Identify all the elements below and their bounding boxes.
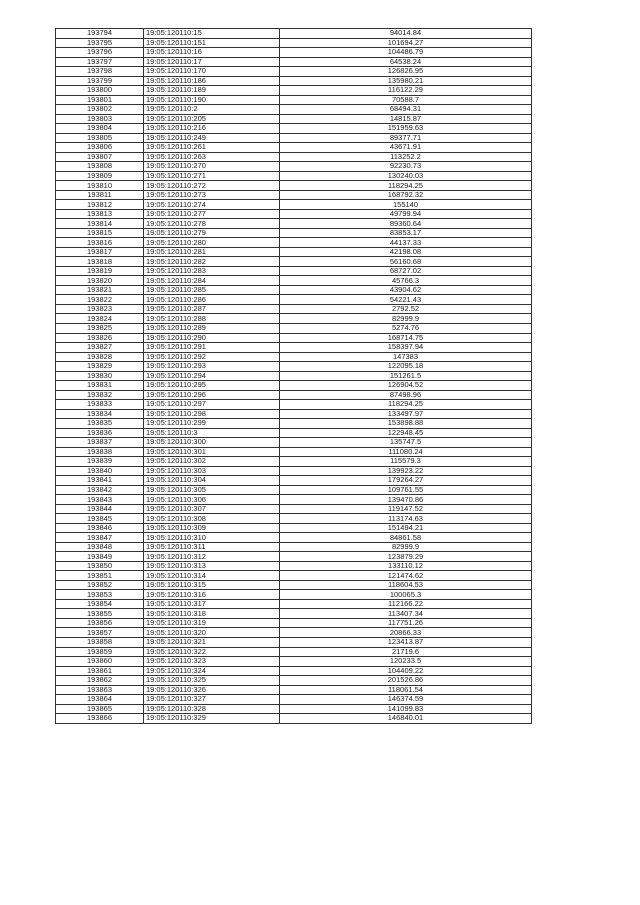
- record-id-cell: 193815: [56, 228, 144, 238]
- table-row: [56, 438, 532, 448]
- data-table: [55, 28, 532, 724]
- table-row: [56, 533, 532, 543]
- record-id-cell: 193809: [56, 171, 144, 181]
- record-id-cell: 193851: [56, 571, 144, 581]
- amount-cell: 100065.3: [280, 590, 532, 600]
- timestamp-cell: 19:05:120110:278: [144, 219, 280, 229]
- record-id-cell: 193836: [56, 428, 144, 438]
- timestamp-cell: 19:05:120110:303: [144, 466, 280, 476]
- timestamp-cell: 19:05:120110:305: [144, 485, 280, 495]
- record-id-cell: 193837: [56, 438, 144, 448]
- amount-cell: 43671.91: [280, 143, 532, 153]
- amount-cell: 116122.29: [280, 86, 532, 96]
- timestamp-cell: 19:05:120110:274: [144, 200, 280, 210]
- amount-cell: 84861.58: [280, 533, 532, 543]
- record-id-cell: 193795: [56, 38, 144, 48]
- timestamp-cell: 19:05:120110:205: [144, 114, 280, 124]
- record-id-cell: 193841: [56, 476, 144, 486]
- timestamp-cell: 19:05:120110:281: [144, 247, 280, 257]
- table-row: [56, 580, 532, 590]
- table-row: [56, 618, 532, 628]
- amount-cell: 104486.79: [280, 48, 532, 58]
- table-row: [56, 571, 532, 581]
- amount-cell: 158397.94: [280, 343, 532, 353]
- timestamp-cell: 19:05:120110:261: [144, 143, 280, 153]
- amount-cell: 104409.22: [280, 666, 532, 676]
- record-id-cell: 193848: [56, 542, 144, 552]
- amount-cell: 5274.76: [280, 323, 532, 333]
- record-id-cell: 193794: [56, 29, 144, 39]
- table-row: [56, 323, 532, 333]
- record-id-cell: 193808: [56, 162, 144, 172]
- table-row: [56, 133, 532, 143]
- amount-cell: 133497.97: [280, 409, 532, 419]
- timestamp-cell: 19:05:120110:151: [144, 38, 280, 48]
- amount-cell: 113252.2: [280, 152, 532, 162]
- timestamp-cell: 19:05:120110:323: [144, 657, 280, 667]
- amount-cell: 21719.6: [280, 647, 532, 657]
- record-id-cell: 193799: [56, 76, 144, 86]
- amount-cell: 168792.32: [280, 190, 532, 200]
- record-id-cell: 193818: [56, 257, 144, 267]
- amount-cell: 14815.87: [280, 114, 532, 124]
- record-id-cell: 193830: [56, 371, 144, 381]
- table-row: [56, 29, 532, 39]
- table-row: [56, 647, 532, 657]
- amount-cell: 201526.86: [280, 676, 532, 686]
- timestamp-cell: 19:05:120110:270: [144, 162, 280, 172]
- timestamp-cell: 19:05:120110:329: [144, 714, 280, 724]
- record-id-cell: 193865: [56, 704, 144, 714]
- table-row: [56, 238, 532, 248]
- amount-cell: 117751.26: [280, 618, 532, 628]
- timestamp-cell: 19:05:120110:16: [144, 48, 280, 58]
- record-id-cell: 193835: [56, 419, 144, 429]
- table-row: [56, 38, 532, 48]
- amount-cell: 68494.31: [280, 105, 532, 115]
- record-id-cell: 193864: [56, 695, 144, 705]
- amount-cell: 135747.5: [280, 438, 532, 448]
- table-row: [56, 181, 532, 191]
- table-row: [56, 523, 532, 533]
- record-id-cell: 193839: [56, 457, 144, 467]
- record-id-cell: 193852: [56, 580, 144, 590]
- record-id-cell: 193828: [56, 352, 144, 362]
- table-row: [56, 485, 532, 495]
- timestamp-cell: 19:05:120110:3: [144, 428, 280, 438]
- timestamp-cell: 19:05:120110:15: [144, 29, 280, 39]
- record-id-cell: 193833: [56, 400, 144, 410]
- record-id-cell: 193866: [56, 714, 144, 724]
- amount-cell: 82999.9: [280, 314, 532, 324]
- timestamp-cell: 19:05:120110:324: [144, 666, 280, 676]
- table-row: [56, 400, 532, 410]
- table-row: [56, 552, 532, 562]
- record-id-cell: 193810: [56, 181, 144, 191]
- amount-cell: 151959.63: [280, 124, 532, 134]
- record-id-cell: 193846: [56, 523, 144, 533]
- amount-cell: 123413.87: [280, 638, 532, 648]
- record-id-cell: 193826: [56, 333, 144, 343]
- record-id-cell: 193859: [56, 647, 144, 657]
- table-row: [56, 333, 532, 343]
- record-id-cell: 193811: [56, 190, 144, 200]
- table-row: [56, 561, 532, 571]
- timestamp-cell: 19:05:120110:310: [144, 533, 280, 543]
- amount-cell: 113174.63: [280, 514, 532, 524]
- table-row: [56, 599, 532, 609]
- amount-cell: 54221.43: [280, 295, 532, 305]
- record-id-cell: 193855: [56, 609, 144, 619]
- record-id-cell: 193857: [56, 628, 144, 638]
- table-row: [56, 685, 532, 695]
- record-id-cell: 193850: [56, 561, 144, 571]
- timestamp-cell: 19:05:120110:306: [144, 495, 280, 505]
- amount-cell: 179264.27: [280, 476, 532, 486]
- amount-cell: 151261.5: [280, 371, 532, 381]
- amount-cell: 118604.53: [280, 580, 532, 590]
- table-row: [56, 666, 532, 676]
- timestamp-cell: 19:05:120110:300: [144, 438, 280, 448]
- record-id-cell: 193814: [56, 219, 144, 229]
- record-id-cell: 193817: [56, 247, 144, 257]
- table-row: [56, 390, 532, 400]
- amount-cell: 122948.45: [280, 428, 532, 438]
- amount-cell: 155140: [280, 200, 532, 210]
- timestamp-cell: 19:05:120110:319: [144, 618, 280, 628]
- amount-cell: 112166.22: [280, 599, 532, 609]
- timestamp-cell: 19:05:120110:186: [144, 76, 280, 86]
- amount-cell: 121474.62: [280, 571, 532, 581]
- timestamp-cell: 19:05:120110:302: [144, 457, 280, 467]
- amount-cell: 42198.08: [280, 247, 532, 257]
- timestamp-cell: 19:05:120110:294: [144, 371, 280, 381]
- timestamp-cell: 19:05:120110:284: [144, 276, 280, 286]
- table-row: [56, 343, 532, 353]
- table-row: [56, 257, 532, 267]
- table-row: [56, 295, 532, 305]
- table-row: [56, 171, 532, 181]
- timestamp-cell: 19:05:120110:325: [144, 676, 280, 686]
- table-row: [56, 314, 532, 324]
- record-id-cell: 193863: [56, 685, 144, 695]
- timestamp-cell: 19:05:120110:2: [144, 105, 280, 115]
- timestamp-cell: 19:05:120110:315: [144, 580, 280, 590]
- record-id-cell: 193802: [56, 105, 144, 115]
- table-body: [56, 29, 532, 724]
- record-id-cell: 193831: [56, 381, 144, 391]
- table-row: [56, 228, 532, 238]
- timestamp-cell: 19:05:120110:190: [144, 95, 280, 105]
- table-row: [56, 124, 532, 134]
- table-row: [56, 304, 532, 314]
- amount-cell: 139923.22: [280, 466, 532, 476]
- record-id-cell: 193853: [56, 590, 144, 600]
- amount-cell: 115579.3: [280, 457, 532, 467]
- timestamp-cell: 19:05:120110:282: [144, 257, 280, 267]
- table-row: [56, 190, 532, 200]
- amount-cell: 153898.88: [280, 419, 532, 429]
- amount-cell: 89360.64: [280, 219, 532, 229]
- table-row: [56, 447, 532, 457]
- table-row: [56, 504, 532, 514]
- timestamp-cell: 19:05:120110:249: [144, 133, 280, 143]
- table-row: [56, 638, 532, 648]
- timestamp-cell: 19:05:120110:311: [144, 542, 280, 552]
- amount-cell: 141099.83: [280, 704, 532, 714]
- timestamp-cell: 19:05:120110:314: [144, 571, 280, 581]
- amount-cell: 126904.52: [280, 381, 532, 391]
- record-id-cell: 193825: [56, 323, 144, 333]
- table-row: [56, 514, 532, 524]
- amount-cell: 133110.12: [280, 561, 532, 571]
- timestamp-cell: 19:05:120110:295: [144, 381, 280, 391]
- amount-cell: 139470.86: [280, 495, 532, 505]
- timestamp-cell: 19:05:120110:322: [144, 647, 280, 657]
- amount-cell: 83853.17: [280, 228, 532, 238]
- timestamp-cell: 19:05:120110:307: [144, 504, 280, 514]
- table-row: [56, 143, 532, 153]
- table-row: [56, 247, 532, 257]
- timestamp-cell: 19:05:120110:316: [144, 590, 280, 600]
- table-row: [56, 200, 532, 210]
- record-id-cell: 193832: [56, 390, 144, 400]
- timestamp-cell: 19:05:120110:299: [144, 419, 280, 429]
- timestamp-cell: 19:05:120110:277: [144, 209, 280, 219]
- timestamp-cell: 19:05:120110:308: [144, 514, 280, 524]
- amount-cell: 130240.03: [280, 171, 532, 181]
- record-id-cell: 193796: [56, 48, 144, 58]
- table-row: [56, 57, 532, 67]
- timestamp-cell: 19:05:120110:271: [144, 171, 280, 181]
- record-id-cell: 193798: [56, 67, 144, 77]
- table-row: [56, 266, 532, 276]
- record-id-cell: 193823: [56, 304, 144, 314]
- timestamp-cell: 19:05:120110:170: [144, 67, 280, 77]
- timestamp-cell: 19:05:120110:296: [144, 390, 280, 400]
- record-id-cell: 193854: [56, 599, 144, 609]
- table-row: [56, 695, 532, 705]
- table-row: [56, 590, 532, 600]
- record-id-cell: 193842: [56, 485, 144, 495]
- table-row: [56, 162, 532, 172]
- amount-cell: 118294.25: [280, 181, 532, 191]
- record-id-cell: 193819: [56, 266, 144, 276]
- amount-cell: 64538.24: [280, 57, 532, 67]
- timestamp-cell: 19:05:120110:318: [144, 609, 280, 619]
- record-id-cell: 193849: [56, 552, 144, 562]
- record-id-cell: 193801: [56, 95, 144, 105]
- timestamp-cell: 19:05:120110:313: [144, 561, 280, 571]
- amount-cell: 82999.9: [280, 542, 532, 552]
- amount-cell: 168714.75: [280, 333, 532, 343]
- table-row: [56, 276, 532, 286]
- table-row: [56, 409, 532, 419]
- timestamp-cell: 19:05:120110:326: [144, 685, 280, 695]
- table-row: [56, 371, 532, 381]
- record-id-cell: 193816: [56, 238, 144, 248]
- record-id-cell: 193797: [56, 57, 144, 67]
- timestamp-cell: 19:05:120110:328: [144, 704, 280, 714]
- amount-cell: 89377.71: [280, 133, 532, 143]
- table-row: [56, 362, 532, 372]
- table-row: [56, 285, 532, 295]
- record-id-cell: 193800: [56, 86, 144, 96]
- amount-cell: 101694.27: [280, 38, 532, 48]
- table-row: [56, 676, 532, 686]
- table-row: [56, 714, 532, 724]
- table-row: [56, 704, 532, 714]
- record-id-cell: 193856: [56, 618, 144, 628]
- table-row: [56, 628, 532, 638]
- amount-cell: 2792.52: [280, 304, 532, 314]
- amount-cell: 126826.95: [280, 67, 532, 77]
- table-row: [56, 609, 532, 619]
- timestamp-cell: 19:05:120110:304: [144, 476, 280, 486]
- table-row: [56, 419, 532, 429]
- amount-cell: 118061.54: [280, 685, 532, 695]
- table-row: [56, 219, 532, 229]
- record-id-cell: 193862: [56, 676, 144, 686]
- record-id-cell: 193805: [56, 133, 144, 143]
- record-id-cell: 193824: [56, 314, 144, 324]
- timestamp-cell: 19:05:120110:263: [144, 152, 280, 162]
- timestamp-cell: 19:05:120110:312: [144, 552, 280, 562]
- table-row: [56, 105, 532, 115]
- timestamp-cell: 19:05:120110:289: [144, 323, 280, 333]
- timestamp-cell: 19:05:120110:273: [144, 190, 280, 200]
- record-id-cell: 193843: [56, 495, 144, 505]
- amount-cell: 109761.55: [280, 485, 532, 495]
- table-row: [56, 352, 532, 362]
- table-row: [56, 381, 532, 391]
- amount-cell: 111080.24: [280, 447, 532, 457]
- amount-cell: 44137.33: [280, 238, 532, 248]
- record-id-cell: 193838: [56, 447, 144, 457]
- amount-cell: 135980.21: [280, 76, 532, 86]
- timestamp-cell: 19:05:120110:309: [144, 523, 280, 533]
- timestamp-cell: 19:05:120110:272: [144, 181, 280, 191]
- table-row: [56, 476, 532, 486]
- timestamp-cell: 19:05:120110:290: [144, 333, 280, 343]
- record-id-cell: 193861: [56, 666, 144, 676]
- record-id-cell: 193806: [56, 143, 144, 153]
- timestamp-cell: 19:05:120110:288: [144, 314, 280, 324]
- table-row: [56, 152, 532, 162]
- record-id-cell: 193834: [56, 409, 144, 419]
- amount-cell: 45766.3: [280, 276, 532, 286]
- record-id-cell: 193821: [56, 285, 144, 295]
- table-row: [56, 466, 532, 476]
- amount-cell: 49799.94: [280, 209, 532, 219]
- timestamp-cell: 19:05:120110:293: [144, 362, 280, 372]
- amount-cell: 146374.59: [280, 695, 532, 705]
- table-row: [56, 542, 532, 552]
- record-id-cell: 193804: [56, 124, 144, 134]
- amount-cell: 56160.68: [280, 257, 532, 267]
- table-row: [56, 495, 532, 505]
- timestamp-cell: 19:05:120110:279: [144, 228, 280, 238]
- table-row: [56, 95, 532, 105]
- amount-cell: 118294.25: [280, 400, 532, 410]
- timestamp-cell: 19:05:120110:327: [144, 695, 280, 705]
- record-id-cell: 193845: [56, 514, 144, 524]
- timestamp-cell: 19:05:120110:283: [144, 266, 280, 276]
- timestamp-cell: 19:05:120110:291: [144, 343, 280, 353]
- record-id-cell: 193822: [56, 295, 144, 305]
- timestamp-cell: 19:05:120110:301: [144, 447, 280, 457]
- record-id-cell: 193858: [56, 638, 144, 648]
- amount-cell: 119147.52: [280, 504, 532, 514]
- amount-cell: 70588.7: [280, 95, 532, 105]
- amount-cell: 43904.62: [280, 285, 532, 295]
- amount-cell: 87498.96: [280, 390, 532, 400]
- table-row: [56, 209, 532, 219]
- timestamp-cell: 19:05:120110:285: [144, 285, 280, 295]
- table-row: [56, 114, 532, 124]
- timestamp-cell: 19:05:120110:298: [144, 409, 280, 419]
- timestamp-cell: 19:05:120110:287: [144, 304, 280, 314]
- table-row: [56, 428, 532, 438]
- amount-cell: 147383: [280, 352, 532, 362]
- record-id-cell: 193813: [56, 209, 144, 219]
- timestamp-cell: 19:05:120110:320: [144, 628, 280, 638]
- timestamp-cell: 19:05:120110:321: [144, 638, 280, 648]
- table-row: [56, 86, 532, 96]
- timestamp-cell: 19:05:120110:189: [144, 86, 280, 96]
- timestamp-cell: 19:05:120110:17: [144, 57, 280, 67]
- timestamp-cell: 19:05:120110:286: [144, 295, 280, 305]
- timestamp-cell: 19:05:120110:280: [144, 238, 280, 248]
- record-id-cell: 193840: [56, 466, 144, 476]
- table-row: [56, 76, 532, 86]
- timestamp-cell: 19:05:120110:216: [144, 124, 280, 134]
- amount-cell: 94014.84: [280, 29, 532, 39]
- record-id-cell: 193844: [56, 504, 144, 514]
- table-row: [56, 67, 532, 77]
- amount-cell: 120233.5: [280, 657, 532, 667]
- amount-cell: 20866.33: [280, 628, 532, 638]
- record-id-cell: 193803: [56, 114, 144, 124]
- amount-cell: 151494.21: [280, 523, 532, 533]
- timestamp-cell: 19:05:120110:297: [144, 400, 280, 410]
- record-id-cell: 193860: [56, 657, 144, 667]
- amount-cell: 113407.34: [280, 609, 532, 619]
- table-row: [56, 657, 532, 667]
- amount-cell: 68727.02: [280, 266, 532, 276]
- record-id-cell: 193827: [56, 343, 144, 353]
- amount-cell: 122095.18: [280, 362, 532, 372]
- amount-cell: 92230.73: [280, 162, 532, 172]
- record-id-cell: 193812: [56, 200, 144, 210]
- table-row: [56, 48, 532, 58]
- timestamp-cell: 19:05:120110:292: [144, 352, 280, 362]
- table-row: [56, 457, 532, 467]
- record-id-cell: 193820: [56, 276, 144, 286]
- amount-cell: 146840.01: [280, 714, 532, 724]
- record-id-cell: 193829: [56, 362, 144, 372]
- record-id-cell: 193807: [56, 152, 144, 162]
- amount-cell: 123879.29: [280, 552, 532, 562]
- timestamp-cell: 19:05:120110:317: [144, 599, 280, 609]
- record-id-cell: 193847: [56, 533, 144, 543]
